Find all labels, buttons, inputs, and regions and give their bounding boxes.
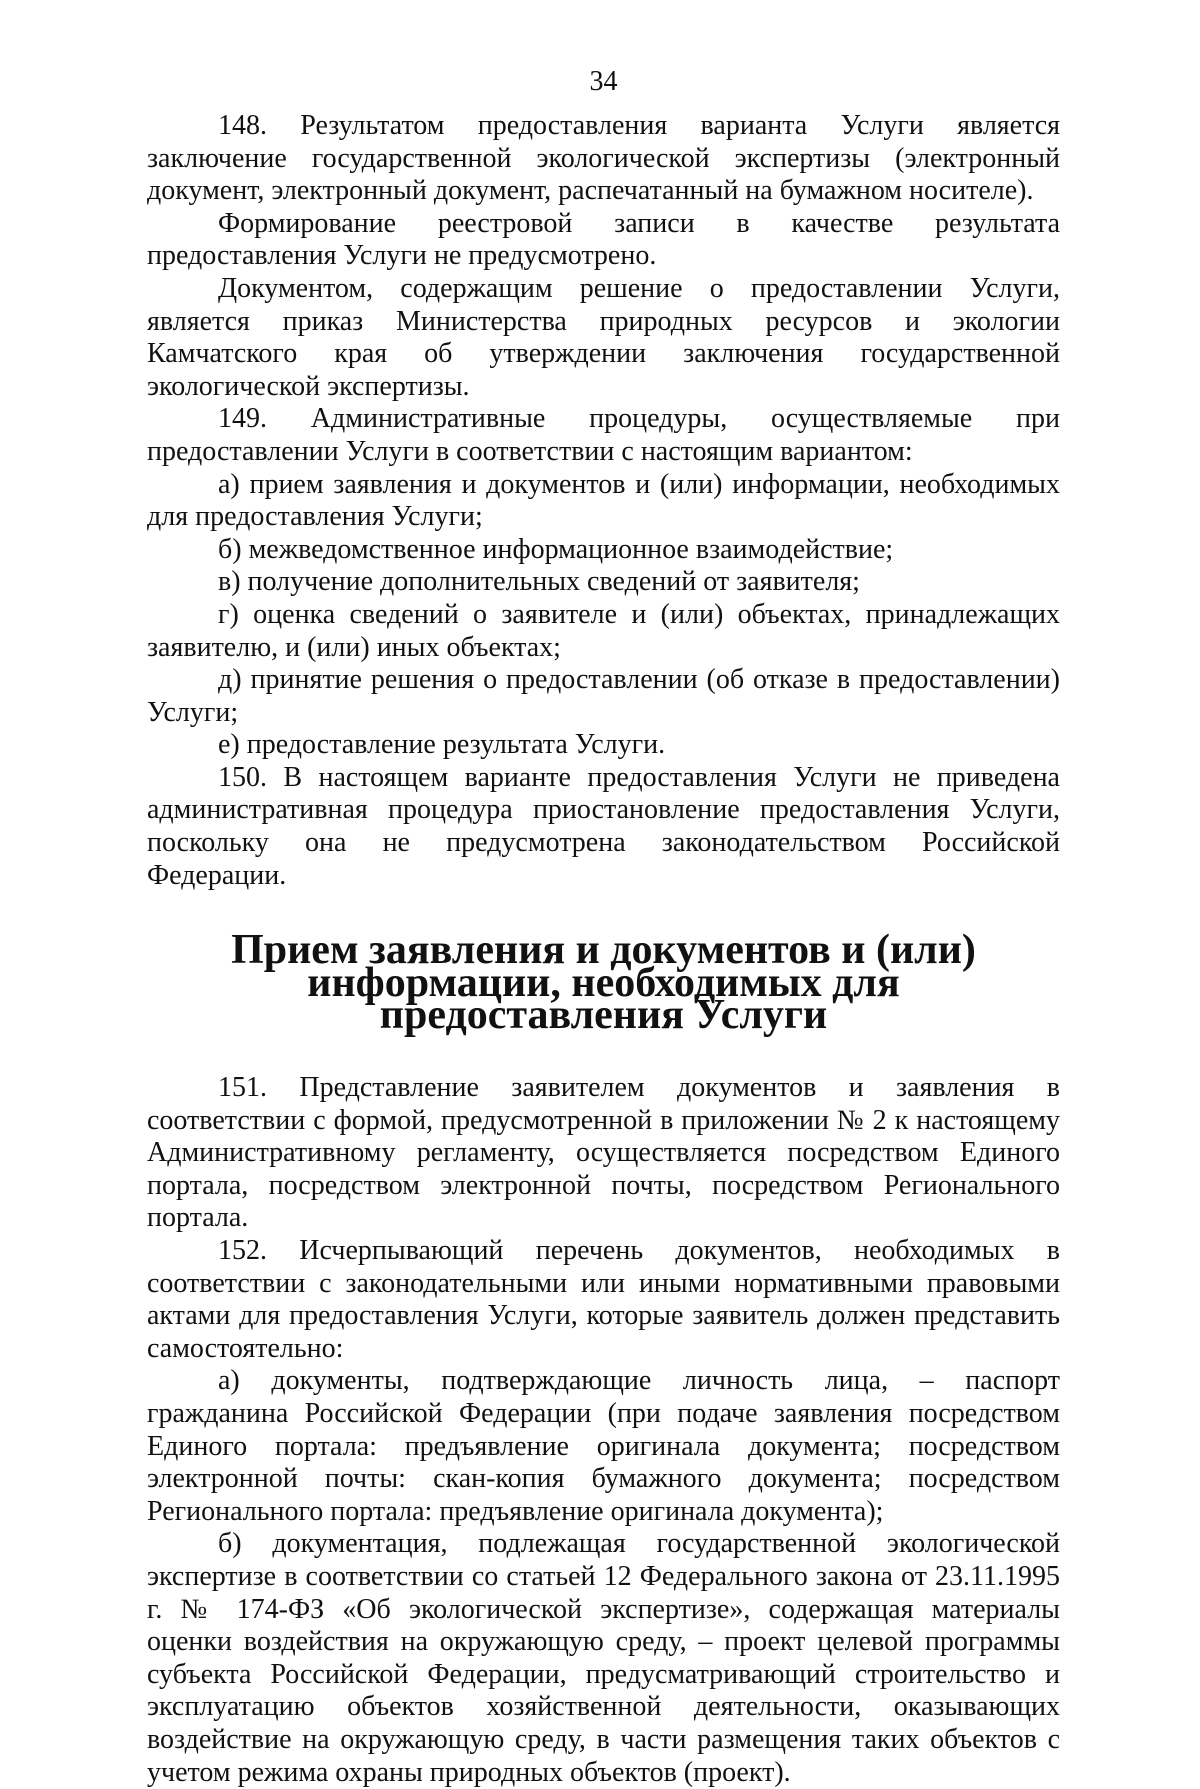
list-item-e: е) предоставление результата Услуги. (218, 729, 666, 761)
list-item-b-documentation: б) документация, подлежащая государственной экологической экспертизе в соответствии со статьей 12 Федерального закона от 23.11.1995 г. № 174-ФЗ «Об экологической экспертизе», содержащая материалы оценки воздействия на окружающую среду, – проект целевой программы субъекта Российской Федерации, предусматривающий строительство и эксплуатацию объектов хозяйственной деятельности, оказывающих воздействие на окружающую среду, в части размещения таких объектов с учетом режима охраны природных объектов (проект). (147, 1528, 1060, 1788)
paragraph-registry-record: Формирование реестровой записи в качестве результата предоставления Услуги не предусмотрено. (147, 207, 1060, 272)
section-heading-line-2: предоставления Услуги (379, 992, 828, 1039)
paragraph-150: 150. В настоящем варианте предоставления Услуги не приведена административная процедура приостановление предоставления Услуги, поскольку она не предусмотрена законодательством Российской Федерации. (147, 761, 1060, 891)
paragraph-149: 149. Административные процедуры, осуществляемые при предоставлении Услуги в соответствии с настоящим вариантом: (147, 403, 1060, 467)
list-item-g: г) оценка сведений о заявителе и (или) объектах, принадлежащих заявителю, и (или) иных объектах; (147, 598, 1060, 663)
list-item-d: д) принятие решения о предоставлении (об отказе в предоставлении) Услуги; (147, 664, 1060, 728)
list-item-a-identity-documents: а) документы, подтверждающие личность лица, – паспорт гражданина Российской Федерации (при подаче заявления посредством Единого портала: предъявление оригинала документа; посредством электронной почты: скан-копия бумажного документа; посредством Регионального портала: предъявление оригинала документа); (147, 1365, 1060, 1527)
section-heading (147, 927, 1060, 1039)
paragraph-151: 151. Представление заявителем документов и заявления в соответствии с формой, предусмотренной в приложении № 2 к настоящему Административному регламенту, осуществляется посредством Единого портала, посредством электронной почты, посредством Регионального портала. (147, 1072, 1060, 1234)
section-heading-line-1: Прием заявления и документов и (или) информации, необходимых для (231, 927, 976, 1006)
paragraph-148: 148. Результатом предоставления варианта Услуги является заключение государственной экологической экспертизы (электронный документ, электронный документ, распечатанный на бумажном носителе). (147, 110, 1060, 207)
paragraph-decision-document: Документом, содержащим решение о предоставлении Услуги, является приказ Министерства природных ресурсов и экологии Камчатского края об утверждении заключения государственной экологической экспертизы. (147, 272, 1060, 402)
list-item-a: а) прием заявления и документов и (или) информации, необходимых для предоставления Услуги; (147, 468, 1060, 533)
list-item-v: в) получение дополнительных сведений от заявителя; (218, 566, 860, 598)
section-before-heading (147, 110, 1060, 892)
section-after-heading (147, 1072, 1060, 1789)
list-item-b: б) межведомственное информационное взаимодействие; (218, 533, 894, 565)
page-number: 34 (589, 66, 618, 97)
paragraph-152: 152. Исчерпывающий перечень документов, необходимых в соответствии с законодательными или иными нормативными правовыми актами для предоставления Услуги, которые заявитель должен представить самостоятельно: (147, 1235, 1060, 1364)
